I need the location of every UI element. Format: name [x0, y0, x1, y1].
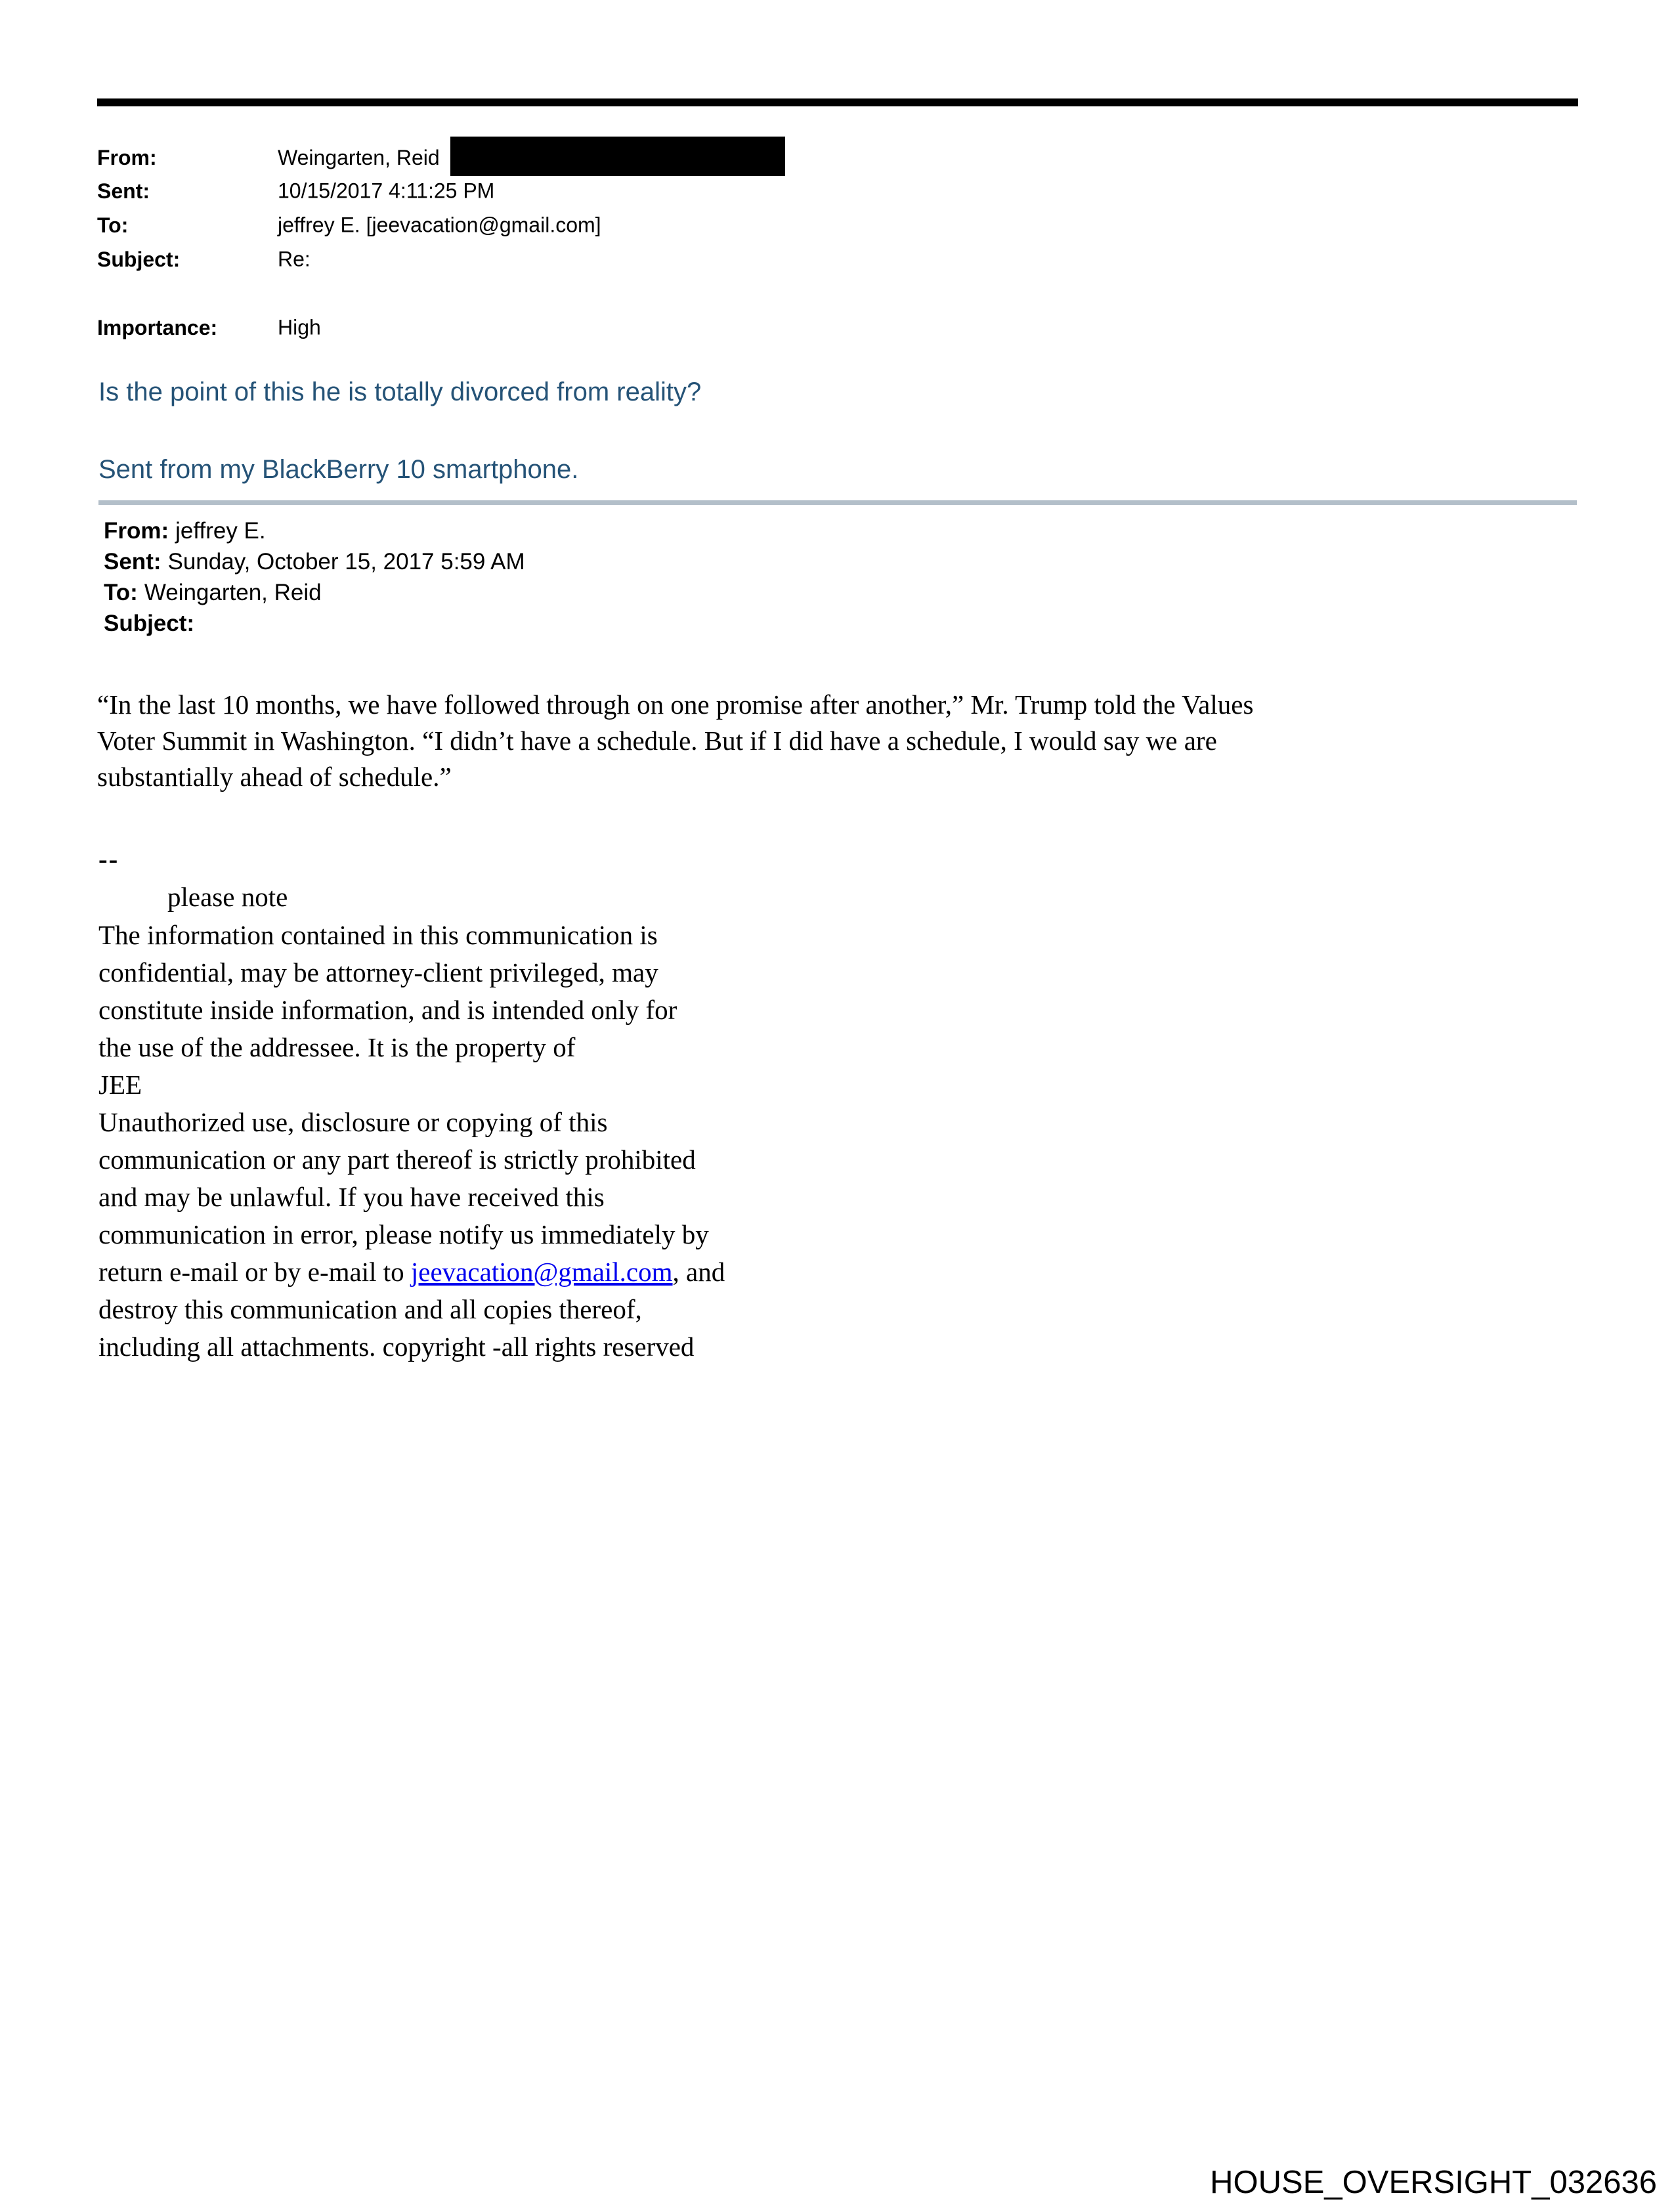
to-value: jeffrey E. [jeevacation@gmail.com] — [278, 213, 601, 237]
sent-value: 10/15/2017 4:11:25 PM — [278, 179, 495, 203]
quoted-to-label: To: — [104, 580, 138, 605]
bates-number: HOUSE_OVERSIGHT_032636 — [1210, 2165, 1657, 2200]
disclaimer-line: including all attachments. copyright -all rights reserved — [98, 1332, 695, 1362]
subject-value: Re: — [278, 247, 311, 271]
disclaimer-line: communication or any part thereof is strictly prohibited — [98, 1144, 696, 1175]
sent-label: Sent: — [97, 179, 150, 203]
quote-line: Voter Summit in Washington. “I didn’t have a schedule. But if I did have a schedule, I would say we are — [97, 726, 1217, 756]
disclaimer-paragraph-2 — [98, 1291, 694, 1366]
quote-line: “In the last 10 months, we have followed through on one promise after another,” Mr. Trump told the Values — [97, 689, 1254, 720]
disclaimer-line: destroy this communication and all copies thereof, — [98, 1294, 642, 1324]
disclaimer-line: and may be unlawful. If you have received this — [98, 1182, 605, 1212]
quoted-from-value: jeffrey E. — [175, 518, 266, 544]
disclaimer-paragraph-1 — [98, 917, 709, 1253]
to-label: To: — [97, 213, 129, 237]
redaction-bar — [450, 137, 785, 176]
quoted-header-row-to — [104, 577, 525, 608]
disclaimer-line: JEE — [98, 1070, 142, 1100]
header-row-to — [97, 206, 601, 242]
header-row-subject — [97, 240, 311, 276]
disclaimer-line: constitute inside information, and is intended only for — [98, 995, 677, 1025]
quoted-sent-label: Sent: — [104, 549, 161, 575]
from-label: From: — [97, 146, 157, 169]
top-divider-rule — [97, 98, 1578, 106]
quoted-paragraph — [97, 687, 1253, 795]
disclaimer-line: The information contained in this communication is — [98, 920, 658, 950]
quoted-from-label: From: — [104, 518, 169, 544]
quote-line: substantially ahead of schedule.” — [97, 762, 452, 792]
link-line-after: , and — [672, 1257, 725, 1287]
disclaimer-link-line — [98, 1253, 725, 1291]
quoted-header-row-sent — [104, 546, 525, 577]
quoted-email-header — [104, 515, 525, 639]
reply-separator-rule — [98, 500, 1577, 505]
quoted-subject-label: Subject: — [104, 611, 195, 636]
email-link[interactable]: jeevacation@gmail.com — [410, 1257, 673, 1287]
quoted-sent-value: Sunday, October 15, 2017 5:59 AM — [167, 549, 525, 575]
disclaimer-note: please note — [167, 882, 288, 912]
quoted-header-row-from — [104, 515, 525, 546]
header-row-sent — [97, 172, 494, 208]
quoted-to-value: Weingarten, Reid — [144, 580, 322, 605]
importance-value: High — [278, 315, 321, 339]
header-row-from — [97, 138, 785, 177]
disclaimer-line: communication in error, please notify us immediately by — [98, 1219, 709, 1249]
signature-dashes: -- — [98, 844, 119, 874]
disclaimer-line: the use of the addressee. It is the property of — [98, 1032, 576, 1062]
subject-label: Subject: — [97, 247, 181, 271]
reply-message: Is the point of this he is totally divorced from reality? — [98, 378, 702, 406]
disclaimer-line: Unauthorized use, disclosure or copying of this — [98, 1107, 608, 1137]
importance-label: Importance: — [97, 315, 218, 339]
from-value: Weingarten, Reid — [278, 146, 440, 169]
quoted-header-row-subject — [104, 608, 525, 639]
disclaimer-line: confidential, may be attorney-client privileged, may — [98, 957, 658, 987]
blackberry-signature: Sent from my BlackBerry 10 smartphone. — [98, 455, 579, 484]
header-row-importance — [97, 309, 321, 345]
link-line-before: return e-mail or by e-mail to — [98, 1257, 411, 1287]
